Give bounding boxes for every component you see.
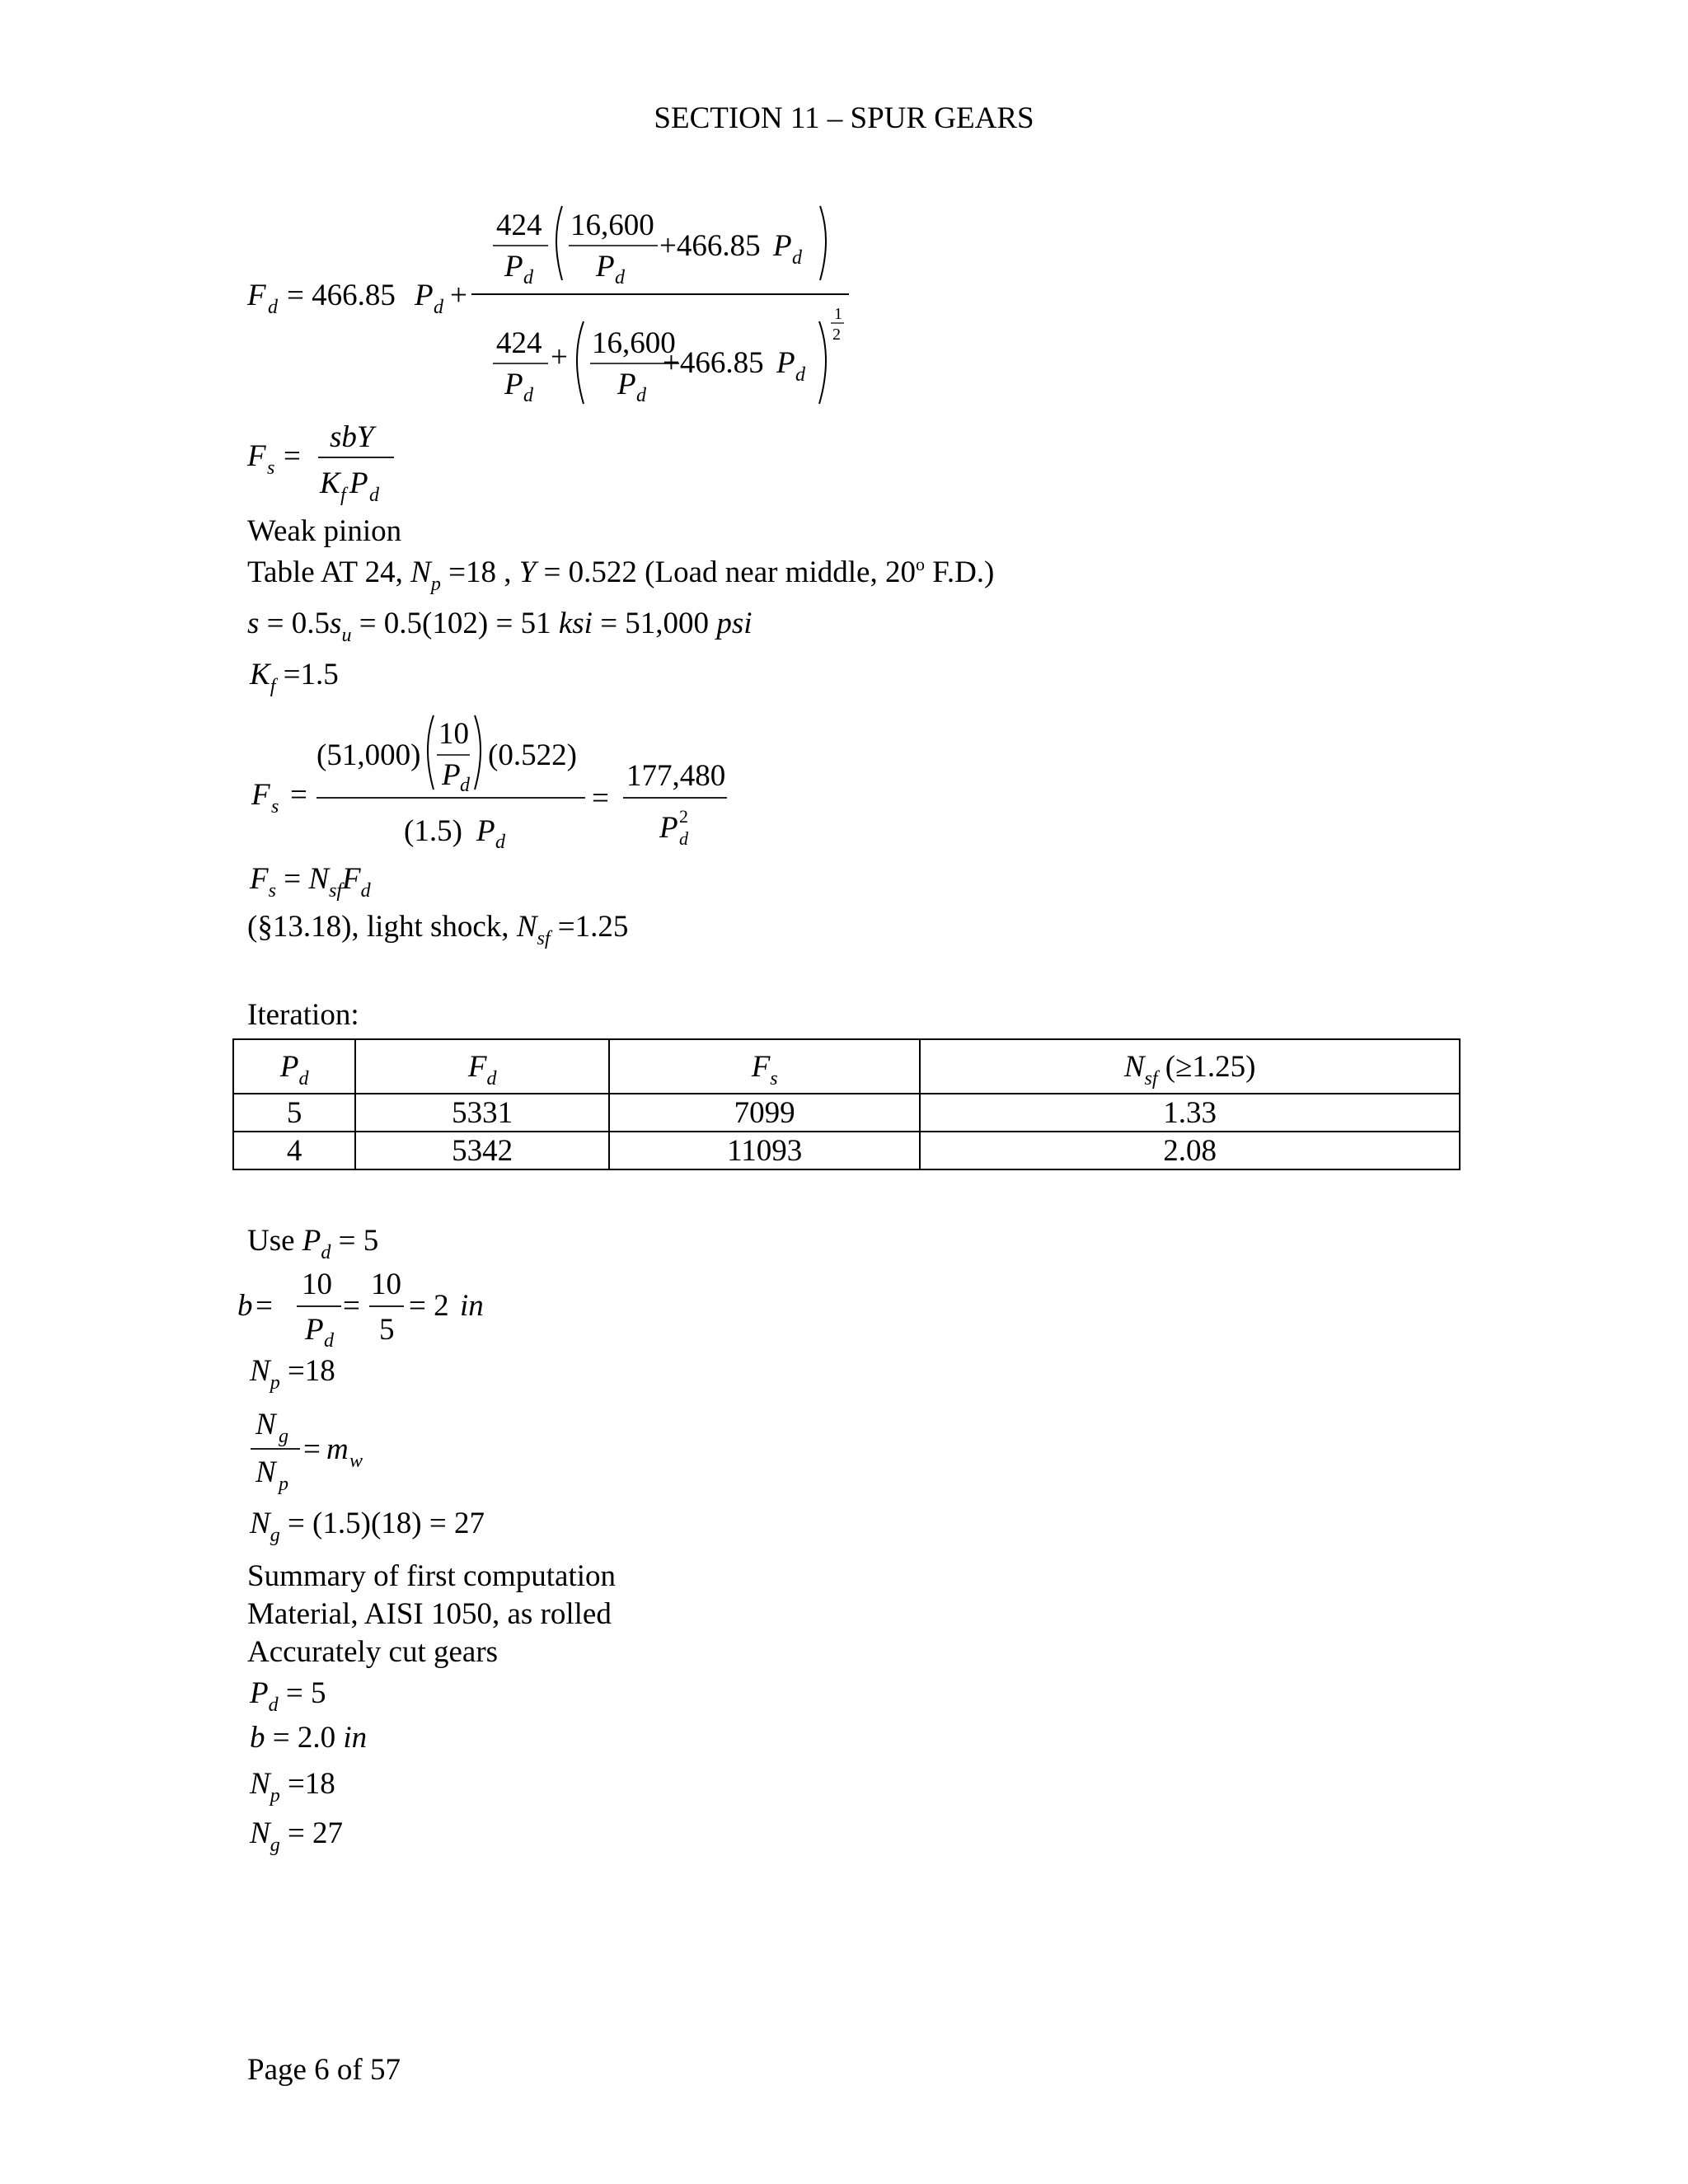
summary-gears: Accurately cut gears [247, 1635, 499, 1669]
svg-text:d: d [615, 267, 625, 288]
fs-definition [247, 416, 412, 507]
page-footer: Page 6 of 57 [247, 2053, 401, 2087]
header-pd: $P_d$ [233, 1039, 355, 1094]
cell-nsf: 2.08 [920, 1132, 1460, 1169]
summary-np: $N_p =18$ [250, 1767, 335, 1807]
svg-text:16,600: 16,600 [592, 326, 676, 360]
table-at24-line: Table AT 24, $N_p =18$ , Y = 0.522 (Load near middle, 20$^o$ F.D.) [247, 554, 995, 595]
weak-pinion-label: Weak pinion [247, 514, 402, 548]
svg-text:P: P [596, 250, 615, 284]
header-nsf: $N_{sf}$ (≥1.25) [920, 1039, 1460, 1094]
svg-text:10: 10 [438, 717, 469, 751]
svg-text:= 2: = 2 [409, 1289, 449, 1323]
svg-text:P: P [773, 229, 792, 263]
summary-b: b = 2.0 in [250, 1721, 368, 1755]
svg-text:16,600: 16,600 [570, 209, 654, 242]
svg-text:=: = [592, 781, 609, 815]
summary-title: Summary of first computation [247, 1559, 617, 1593]
svg-text:P: P [442, 758, 461, 792]
np-line: $N_p =18$ [250, 1354, 335, 1394]
summary-material: Material, AISI 1050, as rolled [247, 1597, 612, 1631]
svg-text:(51,000): (51,000) [316, 738, 421, 772]
svg-text:P: P [415, 279, 434, 312]
svg-text:d: d [523, 267, 533, 288]
svg-text:F: F [247, 439, 266, 473]
svg-text:= 466.85: = 466.85 [287, 279, 396, 312]
header-fs: $F_s$ [609, 1039, 920, 1094]
svg-text:+466.85: +466.85 [659, 229, 761, 263]
svg-text:2: 2 [832, 326, 841, 344]
iteration-table [232, 1038, 1461, 1170]
svg-text:(0.522): (0.522) [488, 738, 577, 772]
svg-text:=: = [343, 1289, 360, 1323]
svg-text:in: in [460, 1289, 484, 1323]
table-header-row [233, 1039, 1460, 1094]
svg-text:10: 10 [371, 1268, 401, 1301]
svg-text:d: d [324, 1330, 334, 1352]
svg-text:N: N [256, 1408, 276, 1441]
svg-text:=: = [290, 778, 307, 812]
svg-text:5: 5 [379, 1313, 395, 1347]
svg-text:=: = [284, 439, 301, 473]
svg-text:f: f [340, 485, 346, 506]
svg-text:p: p [279, 1474, 288, 1495]
cell-fs: 11093 [609, 1132, 920, 1169]
light-shock-line: (§13.18), light shock, $N_{sf} =1.25$ [247, 910, 629, 949]
page-header: SECTION 11 – SPUR GEARS [654, 101, 1034, 135]
svg-text:+: + [551, 340, 568, 374]
svg-text:+: + [450, 279, 467, 312]
svg-text:P: P [659, 811, 678, 845]
summary-pd: $P_d = 5$ [250, 1676, 326, 1716]
ng-line: $N_g = (1.5)(18) = 27$ [250, 1507, 485, 1546]
table-row [233, 1094, 1460, 1132]
svg-text:b: b [237, 1289, 253, 1323]
svg-text:g: g [279, 1426, 288, 1447]
svg-text:m: m [326, 1432, 349, 1466]
fs-nsf-fd-line: $F_s = N_{sf}F_d$ [250, 862, 371, 902]
svg-text:P: P [305, 1313, 324, 1347]
svg-text:P: P [476, 814, 495, 848]
svg-text:K: K [320, 466, 340, 500]
svg-text:d: d [792, 247, 802, 269]
svg-text:10: 10 [302, 1268, 332, 1301]
summary-ng: $N_g = 27$ [250, 1816, 344, 1856]
svg-text:d: d [495, 832, 505, 853]
svg-text:F: F [247, 279, 266, 312]
fs-calculation [247, 707, 742, 855]
cell-fd: 5342 [355, 1132, 609, 1169]
svg-text:d: d [460, 775, 470, 796]
kf-line: $K_f =1.5$ [250, 658, 339, 697]
gear-ratio-equation [247, 1401, 412, 1500]
cell-fd: 5331 [355, 1094, 609, 1132]
cell-pd: 4 [233, 1132, 355, 1169]
svg-text:N: N [256, 1455, 276, 1489]
svg-text:2: 2 [679, 806, 688, 827]
svg-text:+466.85: +466.85 [663, 346, 764, 380]
svg-text:sbY: sbY [330, 420, 374, 454]
svg-text:d: d [636, 385, 646, 406]
fd-equation [239, 198, 865, 420]
use-pd-line: Use $P_d = 5$ [247, 1224, 379, 1263]
svg-text:d: d [523, 385, 533, 406]
svg-text:P: P [349, 466, 368, 500]
svg-text:424: 424 [496, 209, 542, 242]
svg-text:(1.5): (1.5) [404, 814, 462, 848]
svg-text:177,480: 177,480 [626, 759, 726, 793]
svg-text:424: 424 [496, 326, 542, 360]
svg-text:F: F [251, 778, 270, 812]
svg-text:d: d [795, 364, 805, 386]
svg-text:d: d [434, 297, 443, 318]
cell-nsf: 1.33 [920, 1094, 1460, 1132]
svg-text:s: s [271, 796, 279, 818]
svg-text:=: = [303, 1432, 321, 1466]
b-equation [237, 1261, 501, 1352]
svg-text:P: P [504, 250, 523, 284]
table-row [233, 1132, 1460, 1169]
svg-text:=: = [256, 1289, 273, 1323]
iteration-label: Iteration: [247, 998, 359, 1032]
svg-text:P: P [617, 368, 636, 401]
header-fd: $F_d$ [355, 1039, 609, 1094]
svg-text:P: P [504, 368, 523, 401]
svg-text:P: P [776, 346, 795, 380]
svg-text:s: s [267, 457, 275, 479]
cell-pd: 5 [233, 1094, 355, 1132]
s-value-line: $s = 0.5s_u = 0.5(102) = 51$ ksi = 51,000 psi [247, 607, 753, 646]
svg-text:w: w [349, 1451, 363, 1472]
svg-text:1: 1 [834, 305, 842, 323]
svg-text:d: d [369, 485, 379, 506]
cell-fs: 7099 [609, 1094, 920, 1132]
svg-text:d: d [268, 297, 278, 318]
svg-text:d: d [679, 828, 688, 849]
